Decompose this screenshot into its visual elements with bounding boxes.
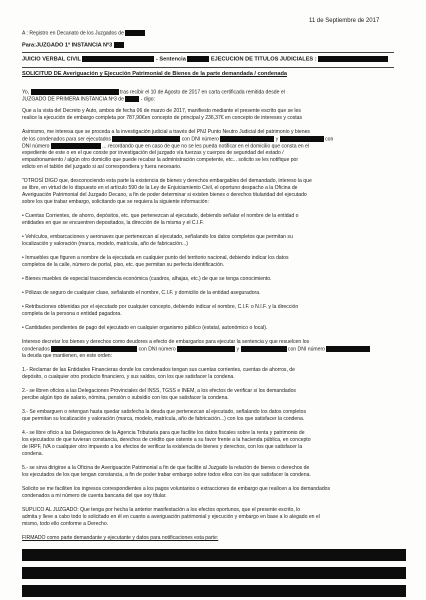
interest-3: la deuda que mantienen, en este orden: — [22, 353, 113, 359]
item-vehicles-2: localización y valoración (marca, modelo, matrícula, año de fabricación...) — [22, 241, 188, 247]
redaction — [22, 567, 406, 579]
measure-4a: 4.- se libre oficio a las Delegaciones de la Agencia Tributaria para que facilite los datos fiscales sobre la renta y patrimonio de — [22, 430, 305, 436]
measure-4c: de IRPF, IVA o cualquier otro impuesto a los efectos de verificar la existencia de bienes y derechos, con los que satisfacer la — [22, 444, 303, 450]
registry-line: A : Registro en Decanato de los Juzgados de — [22, 30, 145, 37]
suplico-3: mismo, todo ello conforme a Derecho. — [22, 521, 109, 527]
redaction — [22, 585, 406, 597]
redaction — [326, 346, 370, 352]
item-income-1: • Retribuciones obtenidas por el ejecutado por cualquier concepto, debiendo indicar el nombre, C.I.F. o N.I.F. y la dirección — [22, 304, 299, 310]
para-investigation-2: de los condenados para ser ejecutados con DNI número y con — [22, 136, 334, 143]
redaction — [82, 56, 154, 62]
request-1: Solicito se me faciliten los ingresos correspondientes a los pagos voluntarios o extracciones de embargo que realicen a los demandados — [22, 486, 331, 492]
redaction — [125, 30, 145, 36]
item-accounts-1: • Cuentas Corrientes, de ahorro, depósitos, etc. que pertenezcan al ejecutado, debiendo señalar el nombre de la entidad o — [22, 213, 299, 219]
redaction — [51, 143, 101, 149]
redaction — [318, 56, 388, 62]
item-insurance: • Pólizas de seguro de cualquier clase, señalando el nombre, C.I.F. y domicilio de la entidad aseguradora. — [22, 290, 261, 296]
measure-4d: condena. — [22, 451, 43, 457]
suplico-2: admita y lleve a cabo todo lo solicitado en él en cuanto a averiguación patrimonial y ejecución y embargo en base a lo alegado en el — [22, 514, 320, 520]
intro-line-1: Yo, tras recibir el 10 de Agosto de 2017 en carta certificada remitida desde el — [22, 89, 285, 96]
item-public-body: • Cantidades pendientes de pago del ejecutado en cualquier organismo público (estatal, autonómico o local). — [22, 325, 268, 331]
redaction — [112, 136, 180, 142]
interest-2: condenados con DNI número y con DNI número — [22, 346, 370, 353]
para-investigation-3: DNI número ... recordando que en caso de que no se les pueda notificar en el domicilio que consta en el — [22, 143, 310, 150]
redaction — [280, 136, 324, 142]
case-line: JUICIO VERBAL CIVIL - Sentencia EJECUCION DE TITULOS JUDICIALES : — [22, 56, 388, 63]
otrosi-2: se libre, en virtud de lo dispuesto en el artículo 590 de la Ley de Enjuiciamiento Civil, el oportuno despacho a la Oficina de — [22, 185, 298, 191]
measure-5a: 5.- se sirva dirigirse a la Oficina de Averiguación Patrimonial a fin de que facilite al Juzgado la relación de bienes o derechos de — [22, 465, 310, 471]
request-2: condenados a mi número de cuenta bancaria del que soy titular. — [22, 493, 167, 499]
measure-3b: que permitan su localización y valoración (marca, modelo, matrícula, año de fabricación...) con los que satisfacer la condena. — [22, 416, 305, 422]
para-investigation-5: empadronamiento / algún otro domicilio que puede recabar la administración competente, etc... solicito se les notifique por — [22, 157, 299, 163]
otrosi-4: sobre los que trabar embargo, solicitando que se requiera la siguiente información: — [22, 199, 209, 205]
redaction — [31, 89, 119, 95]
signature-heading: FIRMADO como parte demandante y ejecutante y datos para notificaciones esta parte: — [22, 535, 219, 541]
measure-2a: 2.- se libren oficios a las Delegaciones Provinciales del INSS, TGSS e INEM, a los efectos de verificar si los demandados — [22, 388, 296, 394]
document-date: 11 de Septiembre de 2017 — [309, 18, 380, 24]
measure-3a: 3.- Se embarguen o retengan hasta quedar satisfecha la deuda que pertenezcan al ejecutado, señalando los datos completos — [22, 409, 307, 415]
item-furniture: • Bienes muebles de especial trascendencia económica (cuadros, alhajas, etc.) de que se tenga conocimiento. — [22, 276, 272, 282]
redaction — [187, 56, 209, 62]
interest-1: Intereso decretar los bienes y derechos como deudores a efecto de embargarlos para ejecutar la sentencia y que resuelcen los — [22, 339, 310, 345]
item-property-1: • Inmuebles que figuren a nombre de la ejecutada en cualquier punto del territorio nacional, debiendo indicar los datos — [22, 255, 289, 261]
measure-1b: depósito, o cualquier otro producto financiero, y sus saldos, con los que satisfacer la condena. — [22, 374, 235, 380]
measure-2b: percibe algún tipo de salario, nómina, pensión o subsidio con los que satisfacer la condena. — [22, 395, 229, 401]
otrosi-3: Averiguación Patrimonial del Juzgado Decano, a fin de poder determinar si existen bienes o derechos titularidad del ejecutado — [22, 192, 307, 198]
measure-4b: los ejecutados de que tuvieran constancia, derechos de crédito que ostente a su favor frente a la hacienda pública, en concepto — [22, 437, 311, 443]
redaction — [114, 42, 124, 48]
item-accounts-2: entidades en que se encuentren depositados, la dirección de la misma y el C.I.F. — [22, 220, 204, 226]
para-investigation-4: expediente de este o en el que conste por investigación del juzgado vía fuerzas y cuerpos de seguridad del estado / — [22, 150, 284, 156]
divider — [22, 52, 394, 53]
redaction — [125, 96, 139, 102]
para-investigation-1: Asimismo, me interesa que se proceda a la investigación judicial a través del PNJ Punto Neutro Judicial del patrimonio y bienes — [22, 129, 310, 135]
document-title: SOLICITUD DE Averiguación y Ejecución Patrimonial de Bienes de la parte demandada / condenada — [22, 71, 288, 77]
divider — [22, 67, 394, 68]
redaction — [22, 549, 406, 561]
item-income-2: completa de la persona o entidad pagadora. — [22, 311, 122, 317]
para-investigation-6: edicto en el tablón del juzgado si así correspondiera y fuera necesario. — [22, 164, 182, 170]
court-line: Para:JUZGADO 1ª INSTANCIA Nº3 — [22, 42, 124, 49]
suplico-1: SUPLICO AL JUZGADO: Que tenga por hecha la anterior manifestación a los efectos oportunos, que el presente escrito, lo — [22, 507, 301, 513]
redaction — [220, 136, 274, 142]
redaction — [51, 346, 137, 352]
intro-line-2: JUZGADO DE PRIMERA INSTANCIA Nº3 de - digo: — [22, 96, 155, 103]
para-law-1: Que a la vista del Decreto y Auto, ambos de fecha 06 de marzo de 2017, manifiesto mediante el presente escrito que se les — [22, 108, 301, 114]
otrosi-1: "OTROSÍ DIGO que, desconociendo esta parte la existencia de bienes y derechos embargables del demandado, intereso la que — [22, 178, 312, 184]
item-property-2: completos de la calle, número de portal, piso, etc. que permitan su perfecta identificación. — [22, 262, 225, 268]
measure-5b: los ejecutados de los que tengan constancia, a fin de poder trabar embargo sobre todos ellos con los que satisfacer la condena. — [22, 472, 311, 478]
redaction — [241, 346, 287, 352]
para-law-2: realice la ejecución de embargo completa por 787,90€en concepto de principal y 236,37€ en concepto de intereses y costas — [22, 115, 303, 121]
measure-1a: 1.- Reclamar de las Entidades Financieras donde los condenados tengan sus cuentas corrientes, cuentas de ahorros, de — [22, 367, 295, 373]
redaction — [177, 346, 235, 352]
item-vehicles-1: • Vehículos, embarcaciones y aeronaves que pertenezcan al ejecutado, señalando los datos completos que permitan su — [22, 234, 293, 240]
